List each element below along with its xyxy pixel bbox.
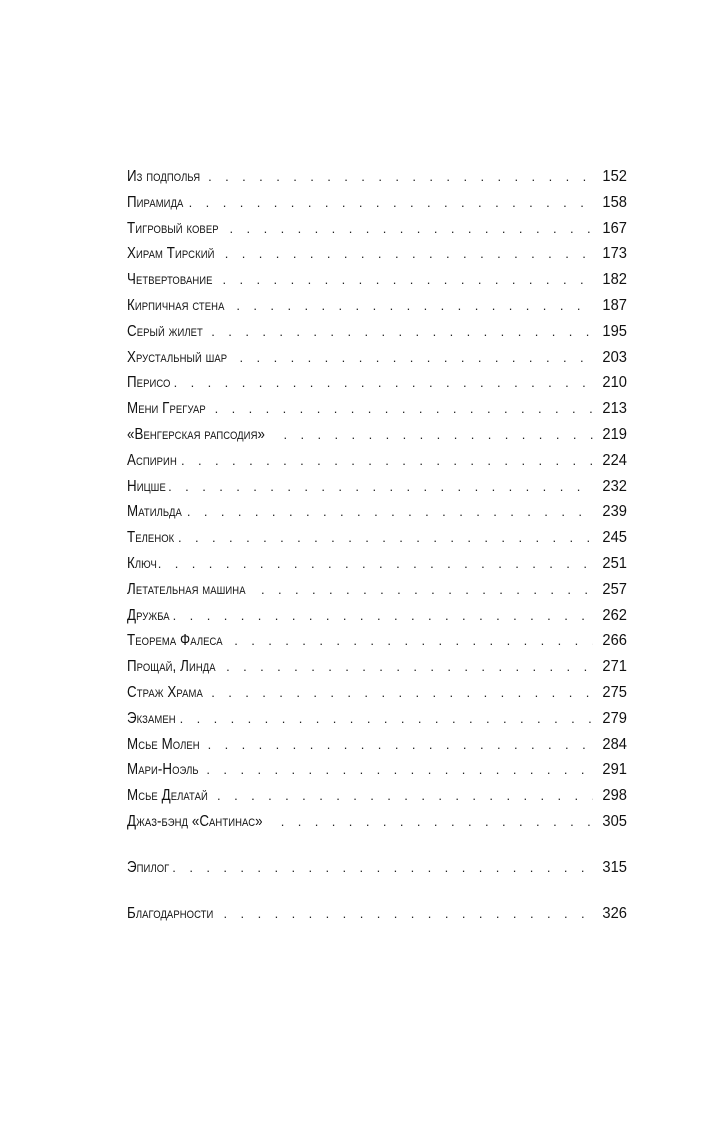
page-number: 187 <box>602 296 627 314</box>
dot-leader <box>211 319 593 345</box>
toc-entry[interactable] <box>127 422 627 448</box>
toc-entry[interactable] <box>127 551 627 577</box>
dot-leader <box>174 370 593 396</box>
page-number: 224 <box>602 451 627 469</box>
toc-entry[interactable] <box>127 577 627 603</box>
table-of-contents <box>127 164 627 926</box>
dot-leader <box>189 190 593 216</box>
page-number: 232 <box>602 477 627 495</box>
chapter-title: Серый жилет <box>127 322 203 340</box>
acknowledgements-title: Благодарности <box>127 904 214 922</box>
page-number: 182 <box>602 271 627 289</box>
toc-entry[interactable] <box>127 319 627 345</box>
page-number: 298 <box>602 787 627 805</box>
toc-entry[interactable] <box>127 370 627 396</box>
chapter-title: Экзамен <box>127 709 176 727</box>
toc-entry[interactable] <box>127 396 627 422</box>
toc-entry[interactable] <box>127 241 627 267</box>
dot-leader <box>181 448 593 474</box>
dot-leader <box>224 901 593 927</box>
page-number: 271 <box>602 658 627 676</box>
page-number: 152 <box>602 168 627 185</box>
toc-entry[interactable] <box>127 628 627 654</box>
dot-leader <box>178 525 593 551</box>
toc-entry[interactable] <box>127 809 627 835</box>
chapter-title: Прощай, Линда <box>127 658 216 676</box>
chapter-title: Страж Храма <box>127 683 203 701</box>
toc-entry[interactable] <box>127 345 627 371</box>
dot-leader <box>208 164 593 190</box>
page-number: 262 <box>602 606 627 624</box>
toc-entry[interactable] <box>127 525 627 551</box>
chapter-title: Перисо <box>127 374 171 392</box>
chapter-title: Пирамида <box>127 193 184 211</box>
epilogue-title: Эпилог <box>127 858 170 876</box>
chapter-title: Матильда <box>127 503 182 521</box>
chapter-title: Теорема Фалеса <box>127 632 223 650</box>
chapter-title: Ницше <box>127 477 166 495</box>
chapter-title: Дружба <box>127 606 170 624</box>
dot-leader <box>222 267 593 293</box>
page-number: 279 <box>602 709 627 727</box>
toc-entry[interactable] <box>127 216 627 242</box>
page-number: 158 <box>602 193 627 211</box>
chapter-title: Летательная машина <box>127 580 246 598</box>
dot-leader <box>206 757 593 783</box>
dot-leader <box>158 551 593 577</box>
chapter-title: Аспирин <box>127 451 177 469</box>
page-number: 173 <box>602 245 627 263</box>
chapter-title: Мсье Молен <box>127 735 200 753</box>
chapter-title: Четвертование <box>127 271 213 289</box>
dot-leader <box>236 293 593 319</box>
dot-leader <box>261 577 593 603</box>
dot-leader <box>234 628 593 654</box>
toc-entry[interactable] <box>127 293 627 319</box>
toc-entry[interactable] <box>127 654 627 680</box>
toc-entry[interactable] <box>127 448 627 474</box>
toc-entry[interactable] <box>127 680 627 706</box>
chapter-title: «Венгерская рапсодия» <box>127 425 265 443</box>
dot-leader <box>240 345 593 371</box>
page-number: 315 <box>602 858 627 876</box>
toc-entry[interactable] <box>127 164 627 190</box>
page-number: 195 <box>602 322 627 340</box>
page-number: 291 <box>602 761 627 779</box>
chapter-title: Хирам Тирский <box>127 245 215 263</box>
dot-leader <box>230 216 593 242</box>
page-number: 203 <box>602 348 627 366</box>
toc-entry[interactable] <box>127 190 627 216</box>
toc-entry[interactable] <box>127 603 627 629</box>
toc-entry[interactable] <box>127 757 627 783</box>
page-number: 213 <box>602 400 627 418</box>
dot-leader <box>173 603 593 629</box>
dot-leader <box>211 680 593 706</box>
chapter-title: Мени Грегуар <box>127 400 206 418</box>
toc-entry[interactable] <box>127 499 627 525</box>
dot-leader <box>168 474 593 500</box>
toc-entry-acknowledgements[interactable] <box>127 901 627 927</box>
dot-leader <box>208 732 593 758</box>
page-number: 275 <box>602 683 627 701</box>
chapter-title: Мсье Делатай <box>127 787 208 805</box>
chapter-title: Мари-Ноэль <box>127 761 199 779</box>
chapter-title: Ключ <box>127 554 157 572</box>
toc-entry[interactable] <box>127 706 627 732</box>
chapter-title: Теленок <box>127 529 175 547</box>
dot-leader <box>281 809 593 835</box>
page-number: 210 <box>602 374 627 392</box>
dot-leader <box>187 499 593 525</box>
dot-leader <box>226 654 593 680</box>
toc-entry-epilogue[interactable] <box>127 855 627 881</box>
page-number: 251 <box>602 554 627 572</box>
toc-entry[interactable] <box>127 783 627 809</box>
page-number: 284 <box>602 735 627 753</box>
dot-leader <box>225 241 593 267</box>
page-number: 257 <box>602 580 627 598</box>
dot-leader <box>217 783 593 809</box>
page-number: 326 <box>602 904 627 922</box>
page-number: 219 <box>602 425 627 443</box>
page-number: 305 <box>602 812 627 830</box>
toc-entry[interactable] <box>127 474 627 500</box>
dot-leader <box>283 422 593 448</box>
chapter-title: Хрустальный шар <box>127 348 228 366</box>
toc-entry[interactable] <box>127 267 627 293</box>
chapter-title: Джаз-бэнд «Сантинас» <box>127 812 263 830</box>
chapter-title: Кирпичная стена <box>127 296 225 314</box>
chapter-title: Тигровый ковер <box>127 219 219 237</box>
chapter-title: Из подполья <box>127 168 201 185</box>
dot-leader <box>215 396 593 422</box>
page-number: 266 <box>602 632 627 650</box>
dot-leader <box>172 855 593 881</box>
page-number: 239 <box>602 503 627 521</box>
dot-leader <box>180 706 593 732</box>
page-number: 167 <box>602 219 627 237</box>
page-number: 245 <box>602 529 627 547</box>
toc-entry[interactable] <box>127 732 627 758</box>
